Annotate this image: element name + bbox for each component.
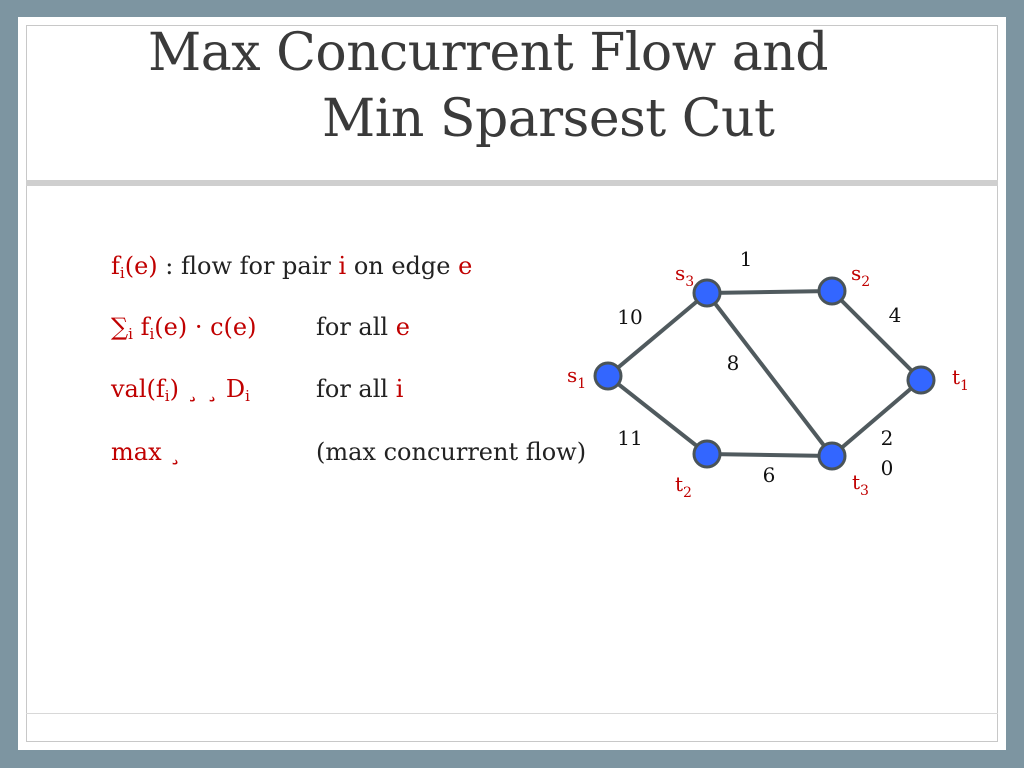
edge-capacity-s2-t1: 4 [888, 303, 902, 327]
edge-capacity-s3-s2: 1 [739, 247, 753, 271]
edge-s2-t1 [832, 291, 921, 380]
graph-edges [608, 291, 921, 456]
title-line-1: Max Concurrent Flow and [148, 23, 829, 83]
formula-capacity-quantifier: for all e [316, 313, 410, 341]
node-label-s2: $s_2$ [851, 261, 871, 290]
edge-capacity-s1-s3: 10 [617, 305, 643, 329]
node-label-t2: $t_2$ [675, 472, 692, 501]
edge-s3-s2 [707, 291, 832, 293]
formula-demand-quantifier: for all i [316, 375, 404, 403]
node-label-s1: $s_1$ [567, 363, 587, 392]
formula-objective-note: (max concurrent flow) [316, 438, 587, 466]
edge-capacity-t3-t1: 2 0 [880, 426, 894, 480]
edge-t2-t3 [707, 454, 832, 456]
edge-capacity-s1-t2: 11 [617, 426, 643, 450]
node-label-s3: $s_3$ [675, 261, 695, 290]
edge-capacity-t2-t3: 6 [762, 463, 776, 487]
node-s1 [595, 363, 621, 389]
formula-capacity-constraint: $\sum_i$ $f_i(e) \cdot c(e)$ [111, 313, 257, 343]
node-label-t3: $t_3$ [852, 470, 869, 499]
edge-capacity-s3-t3: 8 [726, 351, 740, 375]
formula-flow-definition: $f_i(e)$ : flow for pair i on edge e [111, 252, 473, 282]
node-s3 [694, 280, 720, 306]
node-t1 [908, 367, 934, 393]
formula-objective: max ¸ [111, 438, 182, 466]
node-t2 [694, 441, 720, 467]
node-label-t1: $t_1$ [952, 365, 969, 394]
formula-demand-constraint: $val(f_i)$ ¸ ¸ $D_i$ [111, 375, 250, 405]
edge-t3-t1 [832, 380, 921, 456]
node-s2 [819, 278, 845, 304]
title-line-2: Min Sparsest Cut [322, 89, 775, 149]
node-t3 [819, 443, 845, 469]
